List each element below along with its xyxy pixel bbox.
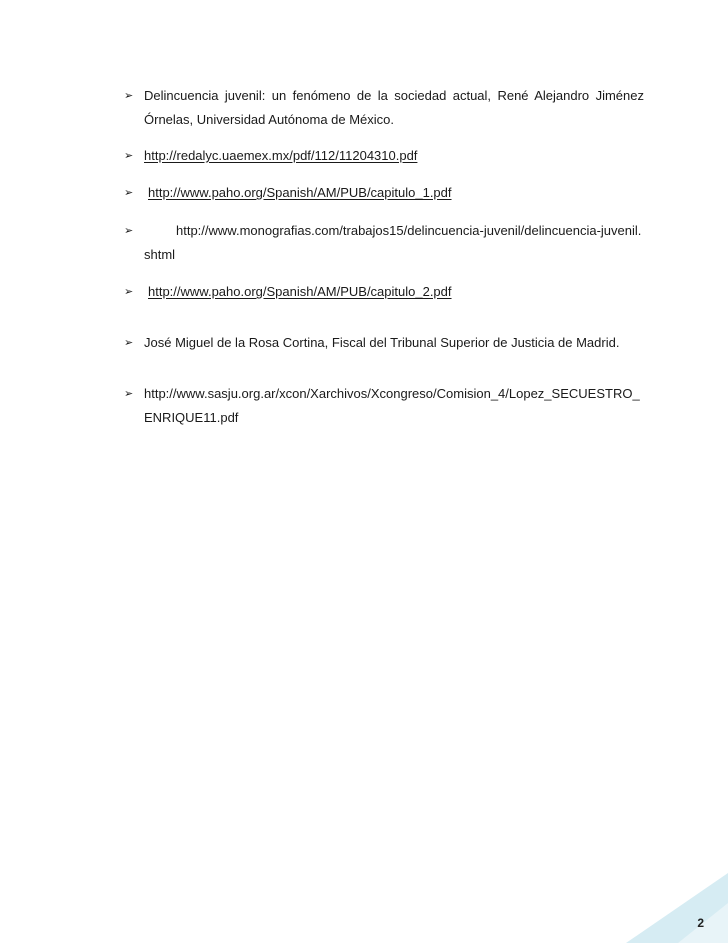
arrowhead-bullet-icon: ➢ bbox=[124, 187, 134, 199]
reference-text: Delincuencia juvenil: un fenómeno de la sociedad actual, René Alejandro Jiménez Órnelas, Universidad Autónoma de México. bbox=[144, 88, 644, 127]
reference-url-text: http://www.sasju.org.ar/xcon/Xarchivos/Xcongreso/Comision_4/Lopez_SECUESTRO_ENRIQUE11.pdf bbox=[144, 386, 640, 425]
arrowhead-bullet-icon: ➢ bbox=[124, 388, 134, 400]
reference-list bbox=[124, 84, 644, 430]
arrowhead-bullet-icon: ➢ bbox=[124, 286, 134, 298]
reference-item[interactable] bbox=[124, 144, 644, 168]
arrowhead-bullet-icon: ➢ bbox=[124, 225, 134, 237]
reference-item bbox=[124, 219, 644, 267]
page-number: 2 bbox=[697, 916, 704, 930]
reference-text: José Miguel de la Rosa Cortina, Fiscal del Tribunal Superior de Justicia de Madrid. bbox=[144, 335, 620, 350]
arrowhead-bullet-icon: ➢ bbox=[124, 150, 134, 162]
arrowhead-bullet-icon: ➢ bbox=[124, 90, 134, 102]
reference-item bbox=[124, 331, 644, 355]
reference-link[interactable]: http://www.paho.org/Spanish/AM/PUB/capitulo_2.pdf bbox=[148, 284, 452, 299]
reference-url-text: http://www.monografias.com/trabajos15/delincuencia-juvenil/delincuencia-juvenil.shtml bbox=[144, 223, 642, 262]
reference-item[interactable] bbox=[124, 181, 644, 205]
reference-item bbox=[124, 382, 644, 430]
corner-decoration bbox=[588, 873, 728, 943]
reference-link[interactable]: http://www.paho.org/Spanish/AM/PUB/capitulo_1.pdf bbox=[148, 185, 452, 200]
arrowhead-bullet-icon: ➢ bbox=[124, 337, 134, 349]
reference-link[interactable]: http://redalyc.uaemex.mx/pdf/112/11204310.pdf bbox=[144, 148, 418, 163]
reference-item bbox=[124, 84, 644, 132]
reference-item[interactable] bbox=[124, 280, 644, 304]
